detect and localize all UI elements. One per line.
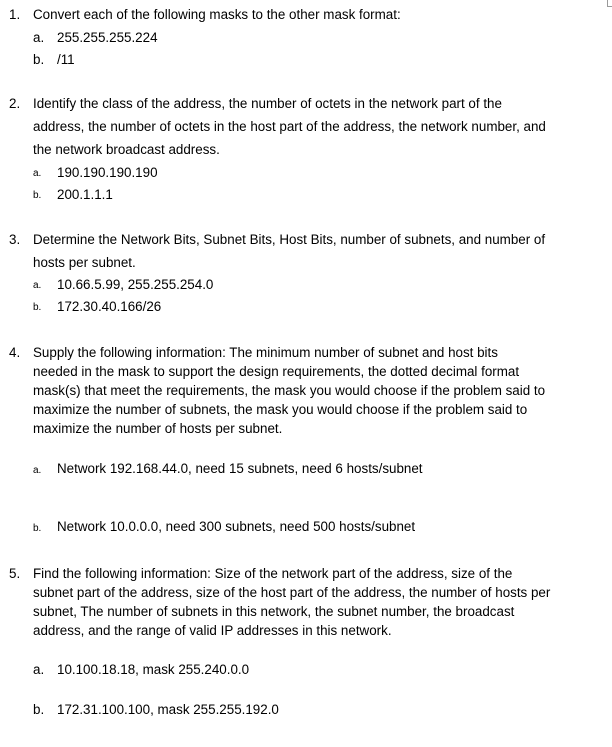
- question-text: subnet, The number of subnets in this network, the subnet number, the broadcast: [33, 604, 515, 619]
- item-text: 172.31.100.100, mask 255.255.192.0: [57, 702, 279, 717]
- item-text: Network 10.0.0.0, need 300 subnets, need 500 hosts/subnet: [57, 519, 416, 534]
- item-letter: b.: [33, 52, 45, 67]
- question-text: Find the following information: Size of the network part of the address, size of the: [33, 566, 513, 581]
- item-text: 172.30.40.166/26: [57, 299, 162, 314]
- item-letter: b.: [33, 523, 42, 534]
- item-letter: a.: [33, 30, 45, 45]
- question-number: 2.: [9, 96, 21, 111]
- item-letter: b.: [33, 190, 42, 201]
- question-text: maximize the number of subnets, the mask you would choose if the problem said to: [33, 402, 528, 417]
- question-text: hosts per subnet.: [33, 255, 136, 270]
- item-letter: a.: [33, 280, 42, 291]
- question-text: Determine the Network Bits, Subnet Bits, Host Bits, number of subnets, and number of: [33, 232, 546, 247]
- question-number: 5.: [9, 566, 21, 581]
- question-text: mask(s) that meet the requirements, the mask you would choose if the problem said to: [33, 383, 546, 398]
- item-text: 255.255.255.224: [57, 30, 158, 45]
- item-text: 200.1.1.1: [57, 187, 113, 202]
- item-text: Network 192.168.44.0, need 15 subnets, need 6 hosts/subnet: [57, 461, 423, 476]
- item-text: 190.190.190.190: [57, 165, 158, 180]
- item-text: 10.100.18.18, mask 255.240.0.0: [57, 662, 250, 677]
- page-corner-mark: [607, 0, 612, 7]
- question-text: address, and the range of valid IP addresses in this network.: [33, 623, 392, 638]
- item-letter: a.: [33, 662, 45, 677]
- question-text: the network broadcast address.: [33, 142, 220, 157]
- question-text: maximize the number of hosts per subnet.: [33, 421, 283, 436]
- item-letter: b.: [33, 302, 42, 313]
- question-text: Supply the following information: The minimum number of subnet and host bits: [33, 345, 498, 360]
- question-number: 3.: [9, 232, 21, 247]
- item-letter: b.: [33, 702, 45, 717]
- question-text: needed in the mask to support the design requirements, the dotted decimal format: [33, 364, 520, 379]
- question-number: 4.: [9, 345, 21, 360]
- item-text: /11: [57, 52, 75, 67]
- item-text: 10.66.5.99, 255.255.254.0: [57, 277, 214, 292]
- question-number: 1.: [9, 7, 21, 22]
- item-letter: a.: [33, 168, 42, 179]
- question-text: subnet part of the address, size of the host part of the address, the number of hosts per: [33, 585, 551, 600]
- question-text: address, the number of octets in the host part of the address, the network number, and: [33, 119, 546, 134]
- question-text: Convert each of the following masks to the other mask format:: [33, 7, 401, 22]
- question-text: Identify the class of the address, the number of octets in the network part of the: [33, 96, 502, 111]
- item-letter: a.: [33, 465, 42, 476]
